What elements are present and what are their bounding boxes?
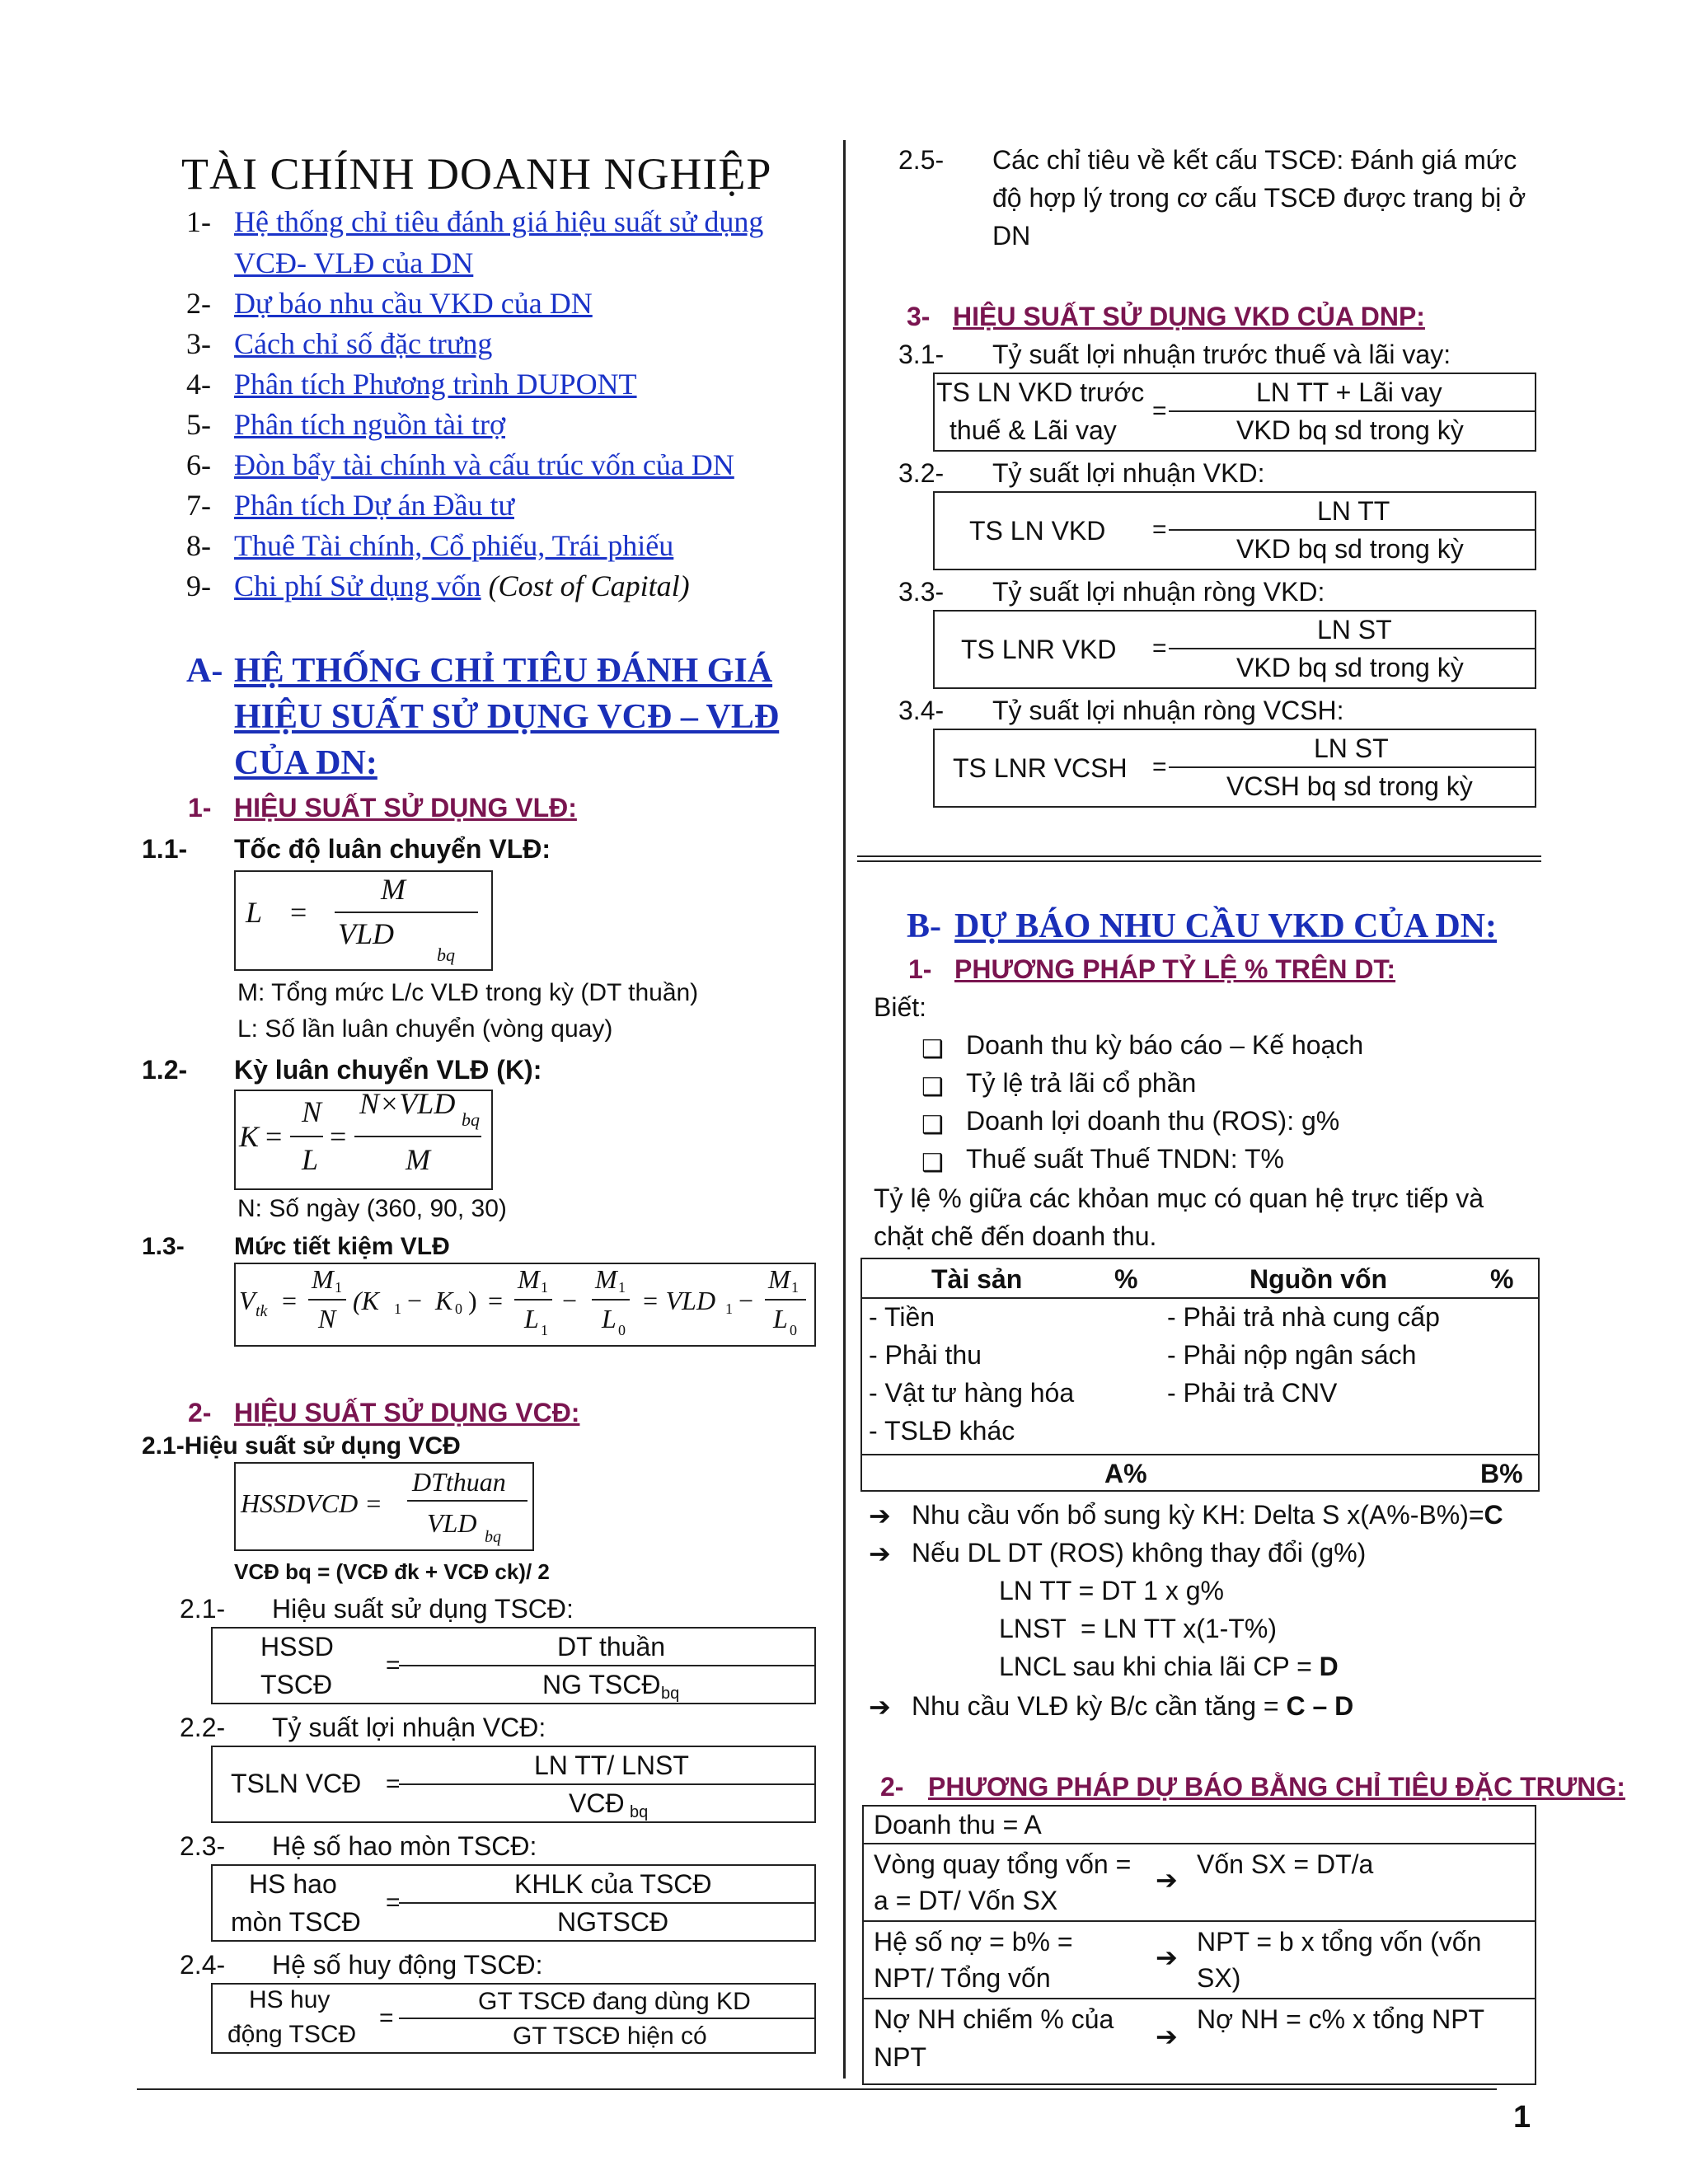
item-number: 3.3- [898, 577, 945, 607]
arrow-icon: ➔ [869, 1501, 891, 1530]
formula-lhs: động TSCĐ [227, 2021, 357, 2048]
item-title: Mức tiết kiệm VLĐ [234, 1233, 450, 1260]
formula-numerator: DT thuần [557, 1632, 666, 1661]
toc-link-9[interactable]: Chi phí Sử dụng vốn [234, 569, 481, 602]
formula-symbol: = [290, 896, 307, 929]
table-header: % [1490, 1264, 1514, 1294]
item-title: Tỷ suất lợi nhuận ròng VCSH: [992, 696, 1344, 725]
formula-lhs: TS LNR VKD [961, 635, 1117, 664]
formula-symbol: K [435, 1286, 453, 1315]
bullet-icon: ❑ [921, 1150, 944, 1177]
arrow-icon: ➔ [869, 1539, 891, 1568]
item-title: Hiệu suất sử dụng TSCĐ: [272, 1594, 574, 1624]
item-title: Tỷ suất lợi nhuận VCĐ: [272, 1713, 546, 1742]
arrow-icon: ➔ [1156, 1943, 1178, 1972]
formula-eq: = [1152, 753, 1167, 780]
footer-rule [137, 2088, 1497, 2090]
bullet-text: Doanh thu kỳ báo cáo – Kế hoạch [966, 1030, 1364, 1060]
section-a-title-3: CỦA DN: [234, 744, 377, 782]
arrow-text-bold: C [1484, 1500, 1503, 1530]
item-title: Hệ số hao mòn TSCĐ: [272, 1831, 537, 1861]
arrow-icon: ➔ [1156, 2022, 1178, 2051]
formula-symbol: VLD [338, 917, 395, 950]
toc-number: 2- [186, 287, 211, 320]
table-rule [862, 1297, 1538, 1299]
formula-symbol: − [562, 1286, 578, 1315]
formula-eq: = [1152, 635, 1167, 662]
formula-lhs: mòn TSCĐ [231, 1907, 361, 1937]
formula-lhs: TSLN VCĐ [231, 1769, 362, 1798]
item-number: 1.1- [142, 834, 188, 864]
bullet-text: Tỷ lệ trả lãi cổ phần [966, 1068, 1197, 1098]
formula-symbol: N×VLD [359, 1087, 456, 1120]
formula-subscript: 0 [618, 1322, 626, 1338]
note-text: N: Số ngày (360, 90, 30) [237, 1195, 507, 1222]
table-cell: a = DT/ Vốn SX [874, 1886, 1058, 1915]
item-title: Tỷ suất lợi nhuận trước thuế và lãi vay: [992, 340, 1451, 369]
item-number: 2.1- [180, 1594, 226, 1624]
formula-lhs: HSSD [260, 1632, 334, 1661]
formula-symbol: = [488, 1286, 504, 1315]
toc-number: 8- [186, 529, 211, 562]
formula-subscript: 0 [455, 1301, 462, 1317]
page-title: TÀI CHÍNH DOANH NGHIỆP [181, 149, 772, 199]
toc-number: 6- [186, 448, 211, 481]
table-rule [864, 1843, 1535, 1844]
fraction-line [1169, 766, 1535, 768]
toc-link-2[interactable]: Dự báo nhu cầu VKD của DN [234, 287, 593, 320]
table-cell: - Phải trả nhà cung cấp [1167, 1302, 1440, 1332]
formula-symbol: N [318, 1304, 336, 1333]
table-cell: NPT [874, 2042, 926, 2072]
fraction-line [407, 1500, 528, 1502]
formula-lhs: TS LNR VCSH [953, 753, 1128, 783]
formula-symbol: K [239, 1120, 260, 1153]
toc-number: 3- [186, 327, 211, 360]
section-b-title: DỰ BÁO NHU CẦU VKD CỦA DN: [954, 907, 1497, 945]
formula-symbol: − [407, 1286, 423, 1315]
formula-numerator: LN ST [1317, 615, 1392, 644]
formula-symbol: M [406, 1143, 430, 1176]
formula-subscript: 1 [725, 1301, 733, 1317]
section-divider [857, 855, 1541, 857]
table-cell: - Phải nộp ngân sách [1167, 1340, 1417, 1370]
toc-link-5[interactable]: Phân tích nguồn tài trợ [234, 408, 505, 441]
table-cell: Nợ NH = c% x tổng NPT [1197, 2004, 1485, 2034]
table-cell: SX) [1197, 1963, 1241, 1993]
formula-symbol: L [773, 1304, 788, 1333]
subsection-title: HIỆU SUẤT SỬ DỤNG VLĐ: [234, 793, 577, 823]
formula-eq: = [1152, 516, 1167, 543]
formula-subscript: 1 [791, 1279, 799, 1296]
table-header: % [1114, 1264, 1138, 1294]
fraction-line [354, 1136, 481, 1137]
formula-symbol: M [312, 1264, 334, 1294]
table-total: A% [1104, 1459, 1147, 1488]
table-cell: Hệ số nợ = b% = [874, 1927, 1073, 1957]
table-cell: - Phải thu [869, 1340, 982, 1370]
arrow-text-bold: C – D [1286, 1691, 1354, 1721]
fraction-line [1169, 648, 1535, 649]
bullet-text: Thuế suất Thuế TNDN: T% [966, 1144, 1284, 1174]
formula-symbol: L [302, 1143, 319, 1176]
item-number: 1.3- [142, 1233, 185, 1260]
formula-line: LNST = LN TT x(1-T%) [999, 1614, 1277, 1643]
fraction-line [765, 1299, 806, 1301]
item-title: Hệ số huy động TSCĐ: [272, 1950, 543, 1980]
formula-symbol: M [595, 1264, 617, 1294]
subsection-prefix: 2- [880, 1772, 904, 1802]
subsection-title: PHƯƠNG PHÁP TỶ LỆ % TRÊN DT: [954, 954, 1396, 984]
fraction-line [1169, 410, 1535, 412]
section-divider [857, 860, 1541, 862]
formula-subscript: 1 [618, 1279, 626, 1296]
section-a-title-2: HIỆU SUẤT SỬ DỤNG VCĐ – VLĐ [234, 698, 780, 736]
fraction-line [592, 1299, 630, 1301]
formula-denominator: VKD bq sd trong kỳ [1236, 534, 1464, 564]
formula-eq: = [386, 1652, 401, 1679]
bullet-text: Doanh lợi doanh thu (ROS): g% [966, 1106, 1340, 1136]
formula-eq: = [386, 1889, 401, 1916]
page-number: 1 [1513, 2100, 1531, 2135]
table-cell: - Phải trả CNV [1167, 1378, 1338, 1408]
formula-subscript: 1 [394, 1301, 401, 1317]
table-cell: NPT = b x tổng vốn (vốn [1197, 1927, 1482, 1957]
formula-symbol: = [330, 1120, 347, 1153]
formula-symbol: HSSDVCD = [241, 1488, 382, 1518]
subsection-prefix: 1- [908, 954, 932, 984]
table-cell: Doanh thu = A [874, 1810, 1042, 1840]
table-cell: Vốn SX = DT/a [1197, 1849, 1374, 1879]
table-cell: - TSLĐ khác [869, 1416, 1015, 1446]
formula-numerator: KHLK của TSCĐ [514, 1869, 712, 1899]
toc-link-8[interactable]: Thuê Tài chính, Cổ phiếu, Trái phiếu [234, 529, 674, 562]
arrow-text: Nhu cầu vốn bổ sung kỳ KH: Delta S x(A%-B%)= [912, 1500, 1484, 1530]
formula-subscript: bq [437, 944, 455, 965]
item-number: 3.2- [898, 458, 945, 488]
item-title: Tỷ suất lợi nhuận VKD: [992, 458, 1265, 488]
note-text: VCĐ bq = (VCĐ đk + VCĐ ck)/ 2 [234, 1559, 550, 1584]
toc-link-1[interactable]: Hệ thống chỉ tiêu đánh giá hiệu suất sử dụng [234, 205, 764, 238]
formula-eq: = [379, 2004, 394, 2032]
formula-numerator: GT TSCĐ đang dùng KD [478, 1988, 751, 2015]
formula-lhs: TS LN VKD trước [936, 377, 1145, 407]
subsection-title: HIỆU SUẤT SỬ DỤNG VKD CỦA DNP: [953, 302, 1425, 331]
section-b-prefix: B- [907, 907, 941, 945]
formula-denominator: GT TSCĐ hiện có [513, 2022, 707, 2050]
toc-link-7[interactable]: Phân tích Dự án Đầu tư [234, 489, 514, 522]
formula-lhs: thuế & Lãi vay [950, 415, 1117, 445]
item-number: 3.4- [898, 696, 945, 725]
table-cell: Nợ NH chiếm % của [874, 2004, 1114, 2034]
fraction-line [1169, 529, 1535, 531]
item-title: Tốc độ luân chuyển VLĐ: [234, 834, 551, 864]
bullet-icon: ❑ [921, 1112, 944, 1139]
subsection-prefix: 2- [188, 1398, 212, 1427]
paragraph-line: DN [992, 221, 1031, 251]
toc-link-3[interactable]: Cách chỉ số đặc trưng [234, 327, 493, 360]
fraction-line [335, 912, 478, 913]
subsection-title: PHƯƠNG PHÁP DỰ BÁO BẰNG CHỈ TIÊU ĐẶC TRƯNG: [928, 1772, 1625, 1802]
formula-line: LNCL sau khi chia lãi CP = [999, 1652, 1320, 1681]
subsection-title: HIỆU SUẤT SỬ DỤNG VCĐ: [234, 1398, 580, 1427]
fraction-line [514, 1299, 552, 1301]
arrow-text: Nếu DL DT (ROS) không thay đổi (g%) [912, 1538, 1367, 1568]
formula-subscript: 1 [541, 1322, 548, 1338]
table-cell: NPT/ Tổng vốn [874, 1963, 1051, 1993]
fraction-line [308, 1299, 346, 1301]
formula-symbol: ) [468, 1286, 477, 1315]
formula-symbol: M [381, 873, 406, 906]
formula-symbol: L [524, 1304, 539, 1333]
section-a-prefix: A- [186, 652, 223, 690]
paragraph-line: Tỷ lệ % giữa các khỏan mục có quan hệ trực tiếp và [874, 1183, 1484, 1213]
table-rule [862, 1454, 1538, 1455]
toc-number: 1- [186, 205, 211, 238]
arrow-text: Nhu cầu VLĐ kỳ B/c cần tăng = [912, 1691, 1287, 1721]
item-title: Tỷ suất lợi nhuận ròng VKD: [992, 577, 1325, 607]
formula-subscript: tk [256, 1302, 268, 1320]
table-header: Nguồn vốn [1250, 1264, 1388, 1294]
fraction-line [399, 1665, 814, 1666]
note-text: M: Tổng mức L/c VLĐ trong kỳ (DT thuần) [237, 979, 699, 1006]
toc-suffix: (Cost of Capital) [488, 569, 690, 602]
toc-number: 4- [186, 368, 211, 401]
formula-subscript: 1 [541, 1279, 548, 1296]
toc-number: 9- [186, 569, 211, 602]
subsection-prefix: 1- [188, 793, 212, 823]
table-rule [864, 1998, 1535, 1999]
formula-denominator: VCSH bq sd trong kỳ [1226, 771, 1473, 801]
formula-subscript: 1 [335, 1279, 342, 1296]
item-number: 2.5- [898, 145, 945, 175]
table-total: B% [1480, 1459, 1523, 1488]
formula-symbol: = [265, 1120, 283, 1153]
subsection-prefix: 3- [907, 302, 931, 331]
note-text: L: Số lần luân chuyển (vòng quay) [237, 1015, 613, 1043]
fraction-line [290, 1136, 323, 1137]
bullet-icon: ❑ [921, 1036, 944, 1063]
formula-denominator: VKD bq sd trong kỳ [1236, 415, 1464, 445]
fraction-line [399, 2018, 814, 2019]
formula-subscript: bq [462, 1109, 480, 1130]
formula-symbol: = VLD [641, 1286, 716, 1315]
formula-symbol: = [282, 1286, 298, 1315]
fraction-line [399, 1902, 814, 1904]
formula-symbol: N [302, 1095, 322, 1128]
section-a-title-1: HỆ THỐNG CHỈ TIÊU ĐÁNH GIÁ [234, 652, 773, 690]
formula-lhs: HS hao [249, 1869, 337, 1899]
formula-line-bold: D [1319, 1652, 1339, 1681]
formula-symbol: V [239, 1286, 256, 1315]
table-cell: Vòng quay tổng vốn = [874, 1849, 1132, 1879]
formula-denominator: NG TSCĐ [542, 1670, 661, 1699]
formula-eq: = [1152, 397, 1167, 424]
toc-number: 7- [186, 489, 211, 522]
formula-symbol: L [602, 1304, 617, 1333]
formula-lhs: TSCĐ [260, 1670, 333, 1699]
item-number: 2.2- [180, 1713, 226, 1742]
formula-subscript: bq [661, 1685, 680, 1703]
formula-subscript: 0 [790, 1322, 797, 1338]
formula-numerator: LN ST [1314, 733, 1389, 763]
formula-numerator: LN TT + Lãi vay [1256, 377, 1442, 407]
paragraph-line: chặt chẽ đến doanh thu. [874, 1221, 1157, 1251]
arrow-icon: ➔ [1156, 1865, 1178, 1895]
formula-symbol: DTthuan [412, 1467, 506, 1497]
item-number: 1.2- [142, 1055, 188, 1085]
table-cell: - Tiền [869, 1302, 935, 1332]
paragraph-line: độ hợp lý trong cơ cấu TSCĐ được trang bị ở [992, 183, 1526, 213]
formula-denominator: VCĐ [569, 1788, 625, 1818]
item-title: 2.1-Hiệu suất sử dụng VCĐ [142, 1432, 461, 1460]
fraction-line [399, 1783, 814, 1785]
table-header: Tài sản [931, 1264, 1023, 1294]
toc-link-6[interactable]: Đòn bẩy tài chính và cấu trúc vốn của DN [234, 448, 734, 481]
table-rule [864, 1920, 1535, 1922]
toc-number: 5- [186, 408, 211, 441]
formula-line: LN TT = DT 1 x g% [999, 1576, 1224, 1605]
formula-lhs: HS huy [249, 1986, 331, 2013]
formula-symbol: L [246, 896, 263, 929]
formula-numerator: LN TT/ LNST [534, 1750, 689, 1780]
formula-symbol: − [738, 1286, 754, 1315]
paragraph-line: Các chỉ tiêu về kết cấu TSCĐ: Đánh giá mức [992, 145, 1517, 175]
arrow-icon: ➔ [869, 1692, 891, 1722]
table-cell: - Vật tư hàng hóa [869, 1378, 1075, 1408]
column-divider [843, 140, 846, 2079]
formula-symbol: M [518, 1264, 540, 1294]
formula-eq: = [386, 1770, 401, 1797]
toc-link-4[interactable]: Phân tích Phương trình DUPONT [234, 368, 637, 401]
formula-subscript: bq [630, 1803, 649, 1821]
known-label: Biết: [874, 992, 927, 1022]
item-number: 2.4- [180, 1950, 226, 1980]
bullet-icon: ❑ [921, 1074, 944, 1101]
formula-symbol: M [768, 1264, 790, 1294]
formula-numerator: LN TT [1317, 496, 1390, 526]
formula-denominator: NGTSCĐ [557, 1907, 669, 1937]
item-number: 2.3- [180, 1831, 226, 1861]
formula-subscript: bq [485, 1528, 501, 1546]
formula-lhs: TS LN VKD [969, 516, 1106, 546]
formula-symbol: (K [353, 1286, 379, 1315]
item-title: Kỳ luân chuyển VLĐ (K): [234, 1055, 542, 1085]
formula-symbol: VLD [427, 1508, 477, 1538]
item-number: 3.1- [898, 340, 945, 369]
toc-link-1-cont[interactable]: VCĐ- VLĐ của DN [234, 246, 474, 279]
formula-denominator: VKD bq sd trong kỳ [1236, 653, 1464, 682]
